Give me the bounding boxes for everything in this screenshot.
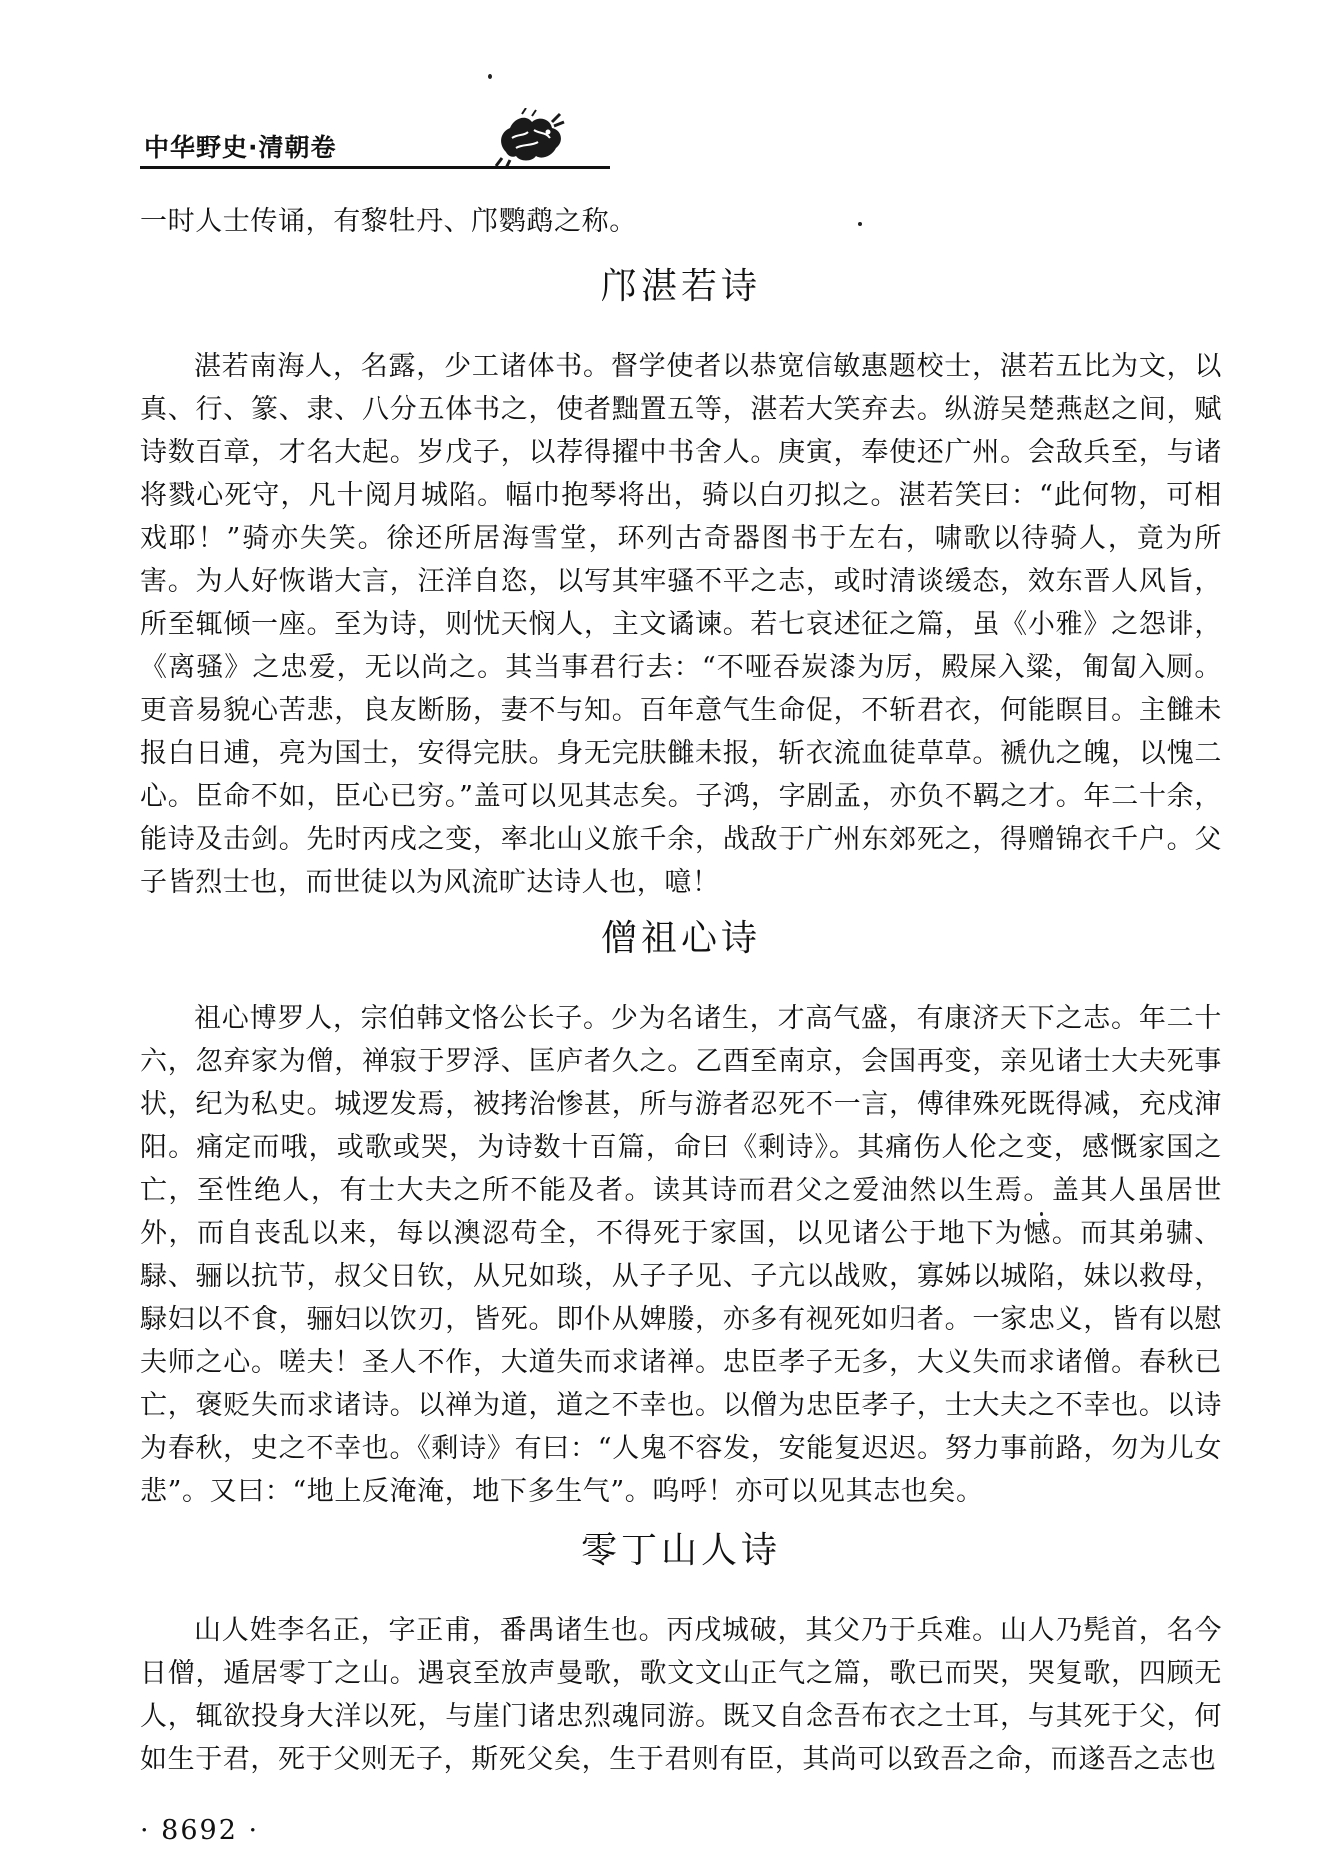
- section-body-kuang-zhanruo: [140, 345, 1222, 904]
- intro-line: 一时人士传诵，有黎牡丹、邝鹦鹉之称。: [140, 206, 637, 237]
- section-title-zuxin: 僧祖心诗: [600, 918, 761, 959]
- section-body-zuxin: [140, 997, 1222, 1513]
- section-title-lingding-shanren: 零丁山人诗: [580, 1530, 781, 1571]
- running-header: [140, 108, 1220, 180]
- section-body-lingding-shanren: [140, 1609, 1222, 1781]
- scan-speck: [488, 74, 492, 79]
- header-title: 中华野史·清朝卷: [144, 133, 337, 162]
- header-rule: [140, 166, 610, 169]
- section-paragraph: 山人姓李名正，字正甫，番禺诸生也。丙戌城破，其父乃于兵难。山人乃髡首，名今日僧，遁居零丁之山。遇哀至放声曼歌，歌文文山正气之篇，歌已而哭，哭复歌，四顾无人，辄欲投身大洋以死，与崖门诸忠烈魂同游。既又自念吾布衣之士耳，与其死于父，何如生于君，死于父则无子，斯死父矣，生于君则有臣，其尚可以致吾之命，而遂吾之志也: [140, 1615, 1222, 1775]
- scan-speck: [858, 222, 862, 226]
- section-paragraph: 祖心博罗人，宗伯韩文恪公长子。少为名诸生，才高气盛，有康济天下之志。年二十六，忽弃家为僧，禅寂于罗浮、匡庐者久之。乙酉至南京，会国再变，亲见诸士大夫死事状，纪为私史。城逻发焉，被拷治惨甚，所与游者忍死不一言，傅律殊死既得减，充戍渖阳。痛定而哦，或歌或哭，为诗数十百篇，命曰《剩诗》。其痛伤人伦之变，感慨家国之亡，至性绝人，有士大夫之所不能及者。读其诗而君父之爱油然以生焉。盖其人虽居世外，而自丧乱以来，每以澳涊苟全，不得死于家国，以见诸公于地下为憾。而其弟骕、騄、骊以抗节，叔父日钦，从兄如琰，从子子见、子亢以战败，寡姊以城陷，妹以救母，騄妇以不食，骊妇以饮刃，皆死。即仆从婢媵，亦多有视死如归者。一家忠义，皆有以慰夫师之心。嗟夫！圣人不作，大道失而求诸禅。忠臣孝子无多，大义失而求诸僧。春秋已亡，褒贬失而求诸诗。以禅为道，道之不幸也。以僧为忠臣孝子，士大夫之不幸也。以诗为春秋，史之不幸也。《剩诗》有曰：“人鬼不容发，安能复迟迟。努力事前路，勿为儿女悲”。又曰：“地上反淹淹，地下多生气”。呜呼！亦可以见其志也矣。: [140, 1003, 1222, 1507]
- intro-text: [140, 200, 1222, 243]
- page-number: · 8692 ·: [140, 1815, 260, 1846]
- scan-speck: [1040, 1212, 1043, 1216]
- section-paragraph: 湛若南海人，名露，少工诸体书。督学使者以恭宽信敏惠题校士，湛若五比为文，以真、行、篆、隶、八分五体书之，使者黜置五等，湛若大笑弃去。纵游吴楚燕赵之间，赋诗数百章，才名大起。岁戊子，以荐得擢中书舍人。庚寅，奉使还广州。会敌兵至，与诸将戮心死守，凡十阅月城陷。幅巾抱琴将出，骑以白刃拟之。湛若笑曰：“此何物，可相戏耶！”骑亦失笑。徐还所居海雪堂，环列古奇器图书于左右，啸歌以待骑人，竟为所害。为人好恢谐大言，汪洋自恣，以写其牢骚不平之志，或时清谈缓态，效东晋人风旨，所至辄倾一座。至为诗，则忧天悯人，主文谲谏。若七哀述征之篇，虽《小雅》之怨诽，《离骚》之忠爱，无以尚之。其当事君行去：“不哑吞炭漆为厉，殿屎入粱，匍匐入厕。更音易貌心苦悲，良友断肠，妻不与知。百年意气生命促，不斩君衣，何能瞑目。主雠未报白日逋，亮为国士，安得完肤。身无完肤雠未报，斩衣流血徒草草。褫仇之魄，以愧二心。臣命不如，臣心已穷。”盖可以见其志矣。子鸿，字剧孟，亦负不羁之才。年二十余，能诗及击剑。先时丙戌之变，率北山义旅千余，战敌于广州东郊死之，得赠锦衣千户。父子皆烈士也，而世徒以为风流旷达诗人也，噫！: [140, 351, 1222, 898]
- dragon-emblem-icon: [492, 108, 568, 170]
- section-title-kuang-zhanruo: 邝湛若诗: [600, 266, 761, 307]
